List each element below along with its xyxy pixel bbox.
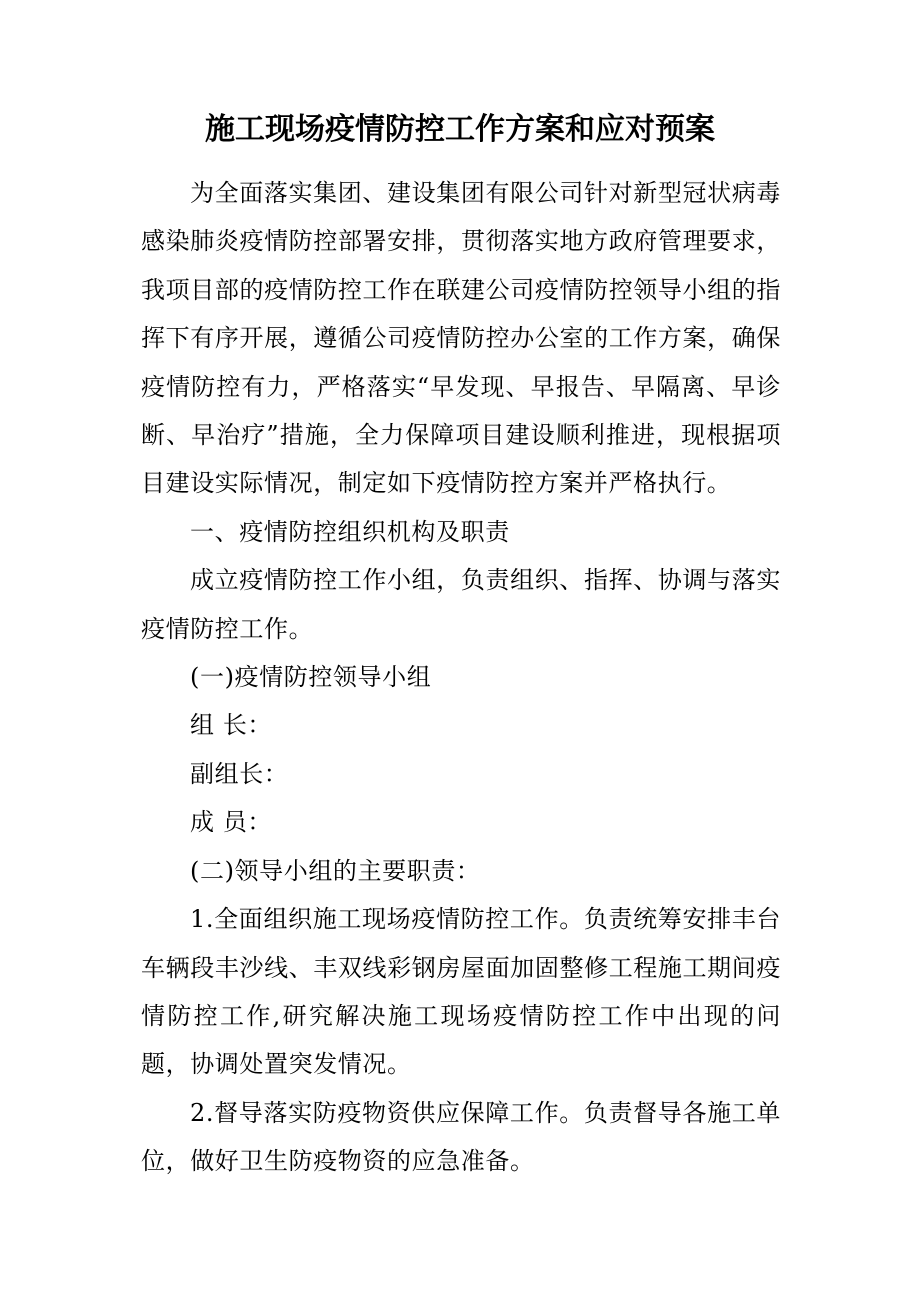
section-heading-organization: 一、疫情防控组织机构及职责 xyxy=(190,517,510,546)
subsection-heading-leadership-group: (一)疫情防控领导小组 xyxy=(190,663,432,692)
responsibility-item-2: 2.督导落实防疫物资供应保障工作。负责督导各施工单位，做好卫生防疫物资的应急准备。 xyxy=(141,1098,781,1176)
group-leader-line: 组 长： xyxy=(190,711,273,740)
deputy-leader-line: 副组长： xyxy=(190,759,289,788)
organization-paragraph: 成立疫情防控工作小组，负责组织、指挥、协调与落实疫情防控工作。 xyxy=(141,566,781,643)
responsibility-item-1: 1.全面组织施工现场疫情防控工作。负责统筹安排丰台车辆段丰沙线、丰双线彩钢房屋面加固整修工程施工期间疫情防控工作,研究解决施工现场疫情防控工作中出现的问题，协调处置突发情况。 xyxy=(141,905,781,1079)
document-body xyxy=(141,169,781,1186)
subsection-heading-responsibilities: (二)领导小组的主要职责： xyxy=(190,856,481,885)
intro-paragraph: 为全面落实集团、建设集团有限公司针对新型冠状病毒感染肺炎疫情防控部署安排，贯彻落实地方政府管理要求，我项目部的疫情防控工作在联建公司疫情防控领导小组的指挥下有序开展，遵循公司疫情防控办公室的工作方案，确保疫情防控有力，严格落实“早发现、早报告、早隔离、早诊断、早治疗”措施，全力保障项目建设顺利推进，现根据项目建设实际情况，制定如下疫情防控方案并严格执行。 xyxy=(141,179,781,498)
document-title: 施工现场疫情防控工作方案和应对预案 xyxy=(205,112,715,147)
members-line: 成 员： xyxy=(190,808,273,837)
